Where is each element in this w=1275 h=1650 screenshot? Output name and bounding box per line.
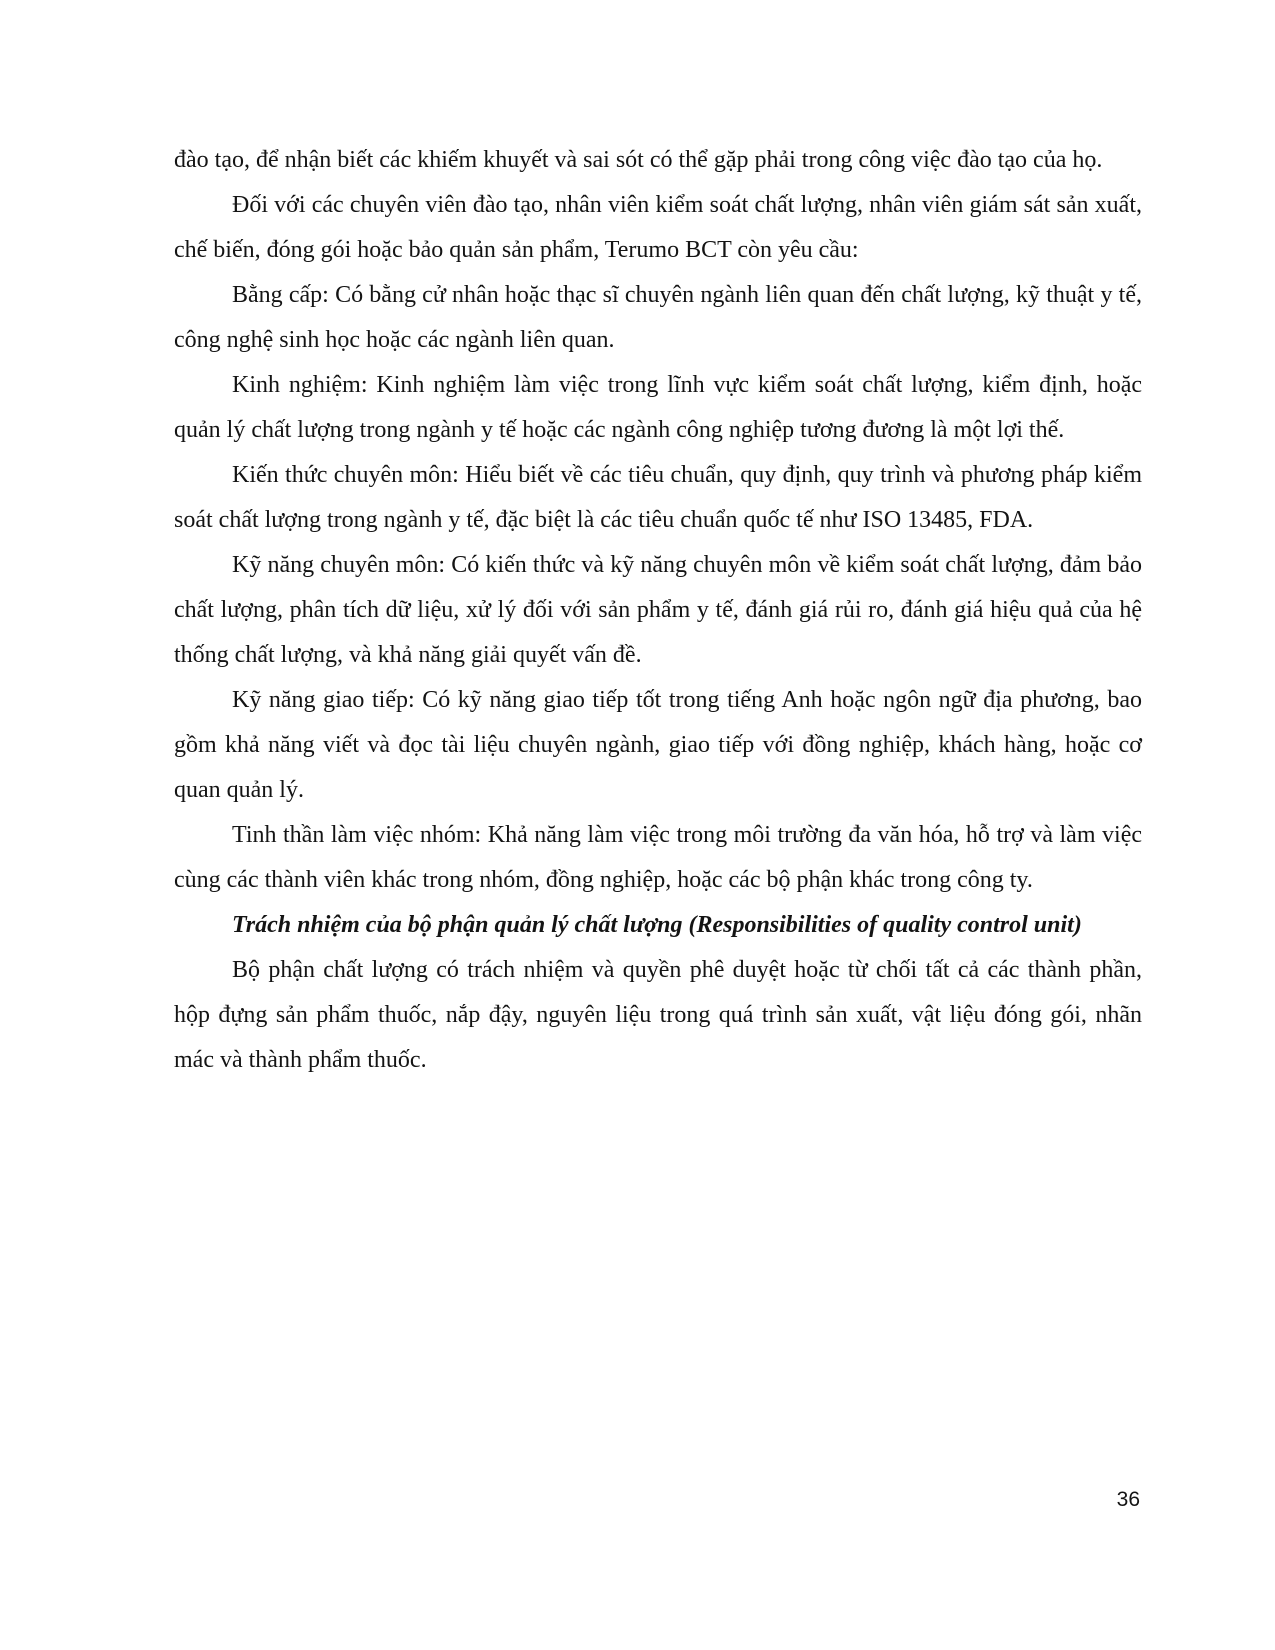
paragraph-teamwork: Tinh thần làm việc nhóm: Khả năng làm việc trong môi trường đa văn hóa, hỗ trợ và làm việc cùng các thành viên khác trong nhóm, đồng nghiệp, hoặc các bộ phận khác trong công ty.	[174, 822, 1142, 893]
paragraph-experience: Kinh nghiệm: Kinh nghiệm làm việc trong lĩnh vực kiểm soát chất lượng, kiểm định, hoặc quản lý chất lượng trong ngành y tế hoặc các ngành công nghiệp tương đương là một lợi thế.	[174, 372, 1142, 443]
paragraph-qualifications: Bằng cấp: Có bằng cử nhân hoặc thạc sĩ chuyên ngành liên quan đến chất lượng, kỹ thuật y tế, công nghệ sinh học hoặc các ngành liên quan.	[174, 282, 1142, 353]
paragraph-expert-skills: Kỹ năng chuyên môn: Có kiến thức và kỹ năng chuyên môn về kiểm soát chất lượng, đảm bảo chất lượng, phân tích dữ liệu, xử lý đối với sản phẩm y tế, đánh giá rủi ro, đánh giá hiệu quả của hệ thống chất lượng, và khả năng giải quyết vấn đề.	[174, 552, 1142, 668]
paragraph-communication-skills: Kỹ năng giao tiếp: Có kỹ năng giao tiếp tốt trong tiếng Anh hoặc ngôn ngữ địa phương, bao gồm khả năng viết và đọc tài liệu chuyên ngành, giao tiếp với đồng nghiệp, khách hàng, hoặc cơ quan quản lý.	[174, 687, 1142, 803]
page-number: 36	[1116, 1488, 1140, 1511]
paragraph-requirements-intro: Đối với các chuyên viên đào tạo, nhân viên kiểm soát chất lượng, nhân viên giám sát sản xuất, chế biến, đóng gói hoặc bảo quản sản phẩm, Terumo BCT còn yêu cầu:	[174, 192, 1142, 263]
section-heading: Trách nhiệm của bộ phận quản lý chất lượng (Responsibilities of quality control unit)	[232, 912, 1082, 938]
paragraph-quality-unit-responsibility: Bộ phận chất lượng có trách nhiệm và quyền phê duyệt hoặc từ chối tất cả các thành phần, hộp đựng sản phẩm thuốc, nắp đậy, nguyên liệu trong quá trình sản xuất, vật liệu đóng gói, nhãn mác và thành phẩm thuốc.	[174, 957, 1142, 1073]
paragraph-expert-knowledge: Kiến thức chuyên môn: Hiểu biết về các tiêu chuẩn, quy định, quy trình và phương pháp kiểm soát chất lượng trong ngành y tế, đặc biệt là các tiêu chuẩn quốc tế như ISO 13485, FDA.	[174, 462, 1142, 533]
page-content	[174, 138, 1142, 1083]
paragraph-continuation: đào tạo, để nhận biết các khiếm khuyết và sai sót có thể gặp phải trong công việc đào tạo của họ.	[174, 147, 1103, 173]
